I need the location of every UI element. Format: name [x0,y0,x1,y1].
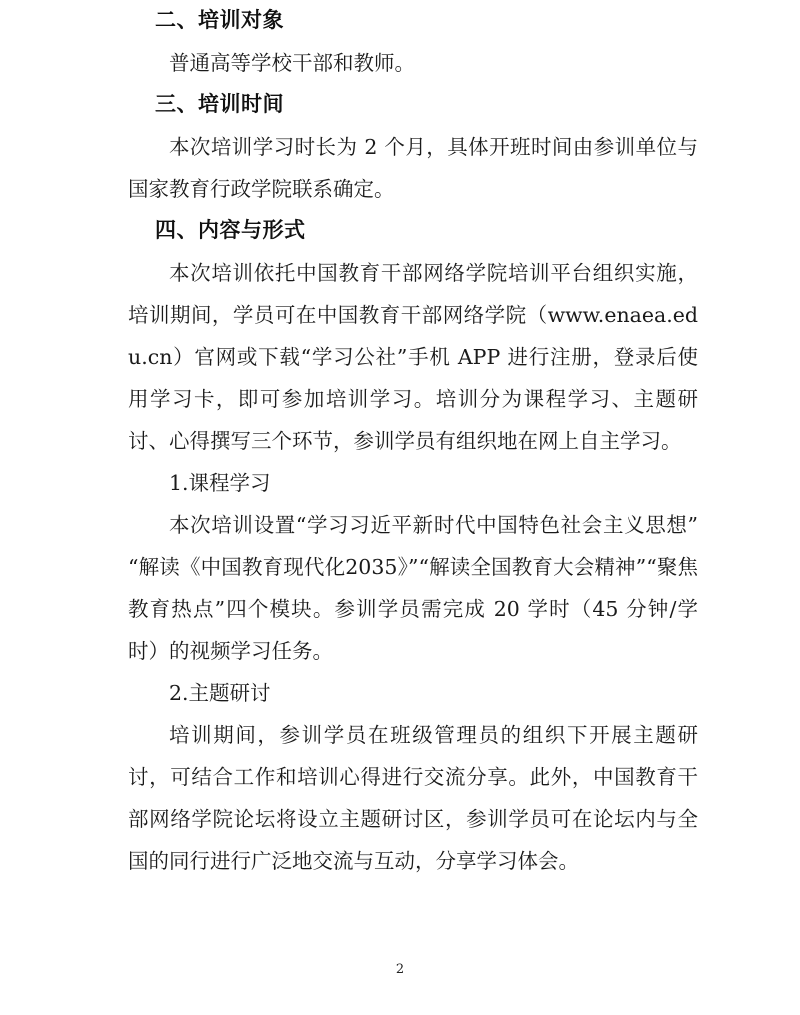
paragraph-course-study: 本次培训设置“学习习近平新时代中国特色社会主义思想”“解读《中国教育现代化2035》”“解读全国教育大会精神”“聚焦教育热点”四个模块。参训学员需完成 20 学时（45 分钟/学时）的视频学习任务。 [128,513,698,663]
section-training-time [128,84,698,210]
paragraph-training-audience: 普通高等学校干部和教师。 [169,51,415,75]
paragraph-training-time: 本次培训学习时长为 2 个月，具体开班时间由参训单位与国家教育行政学院联系确定。 [128,135,698,201]
section-heading-content-and-format: 四、内容与形式 [155,219,306,242]
page-number: 2 [395,962,405,977]
subsection-label-course-study: 1.课程学习 [169,471,271,495]
page-content [128,0,698,882]
section-heading-training-audience: 二、培训对象 [155,9,284,32]
section-heading-training-time: 三、培训时间 [155,93,284,116]
paragraph-content-and-format-intro: 本次培训依托中国教育干部网络学院培训平台组织实施，培训期间，学员可在中国教育干部网络学院（www.enaea.edu.cn）官网或下载“学习公社”手机 APP 进行注册，登录后使用学习卡，即可参加培训学习。培训分为课程学习、主题研讨、心得撰写三个环节，参训学员有组织地在网上自主学习。 [128,261,698,453]
section-training-audience [128,0,698,84]
section-content-and-format [128,210,698,882]
subsection-course-study [128,462,698,672]
subsection-topic-discussion [128,672,698,882]
paragraph-topic-discussion: 培训期间，参训学员在班级管理员的组织下开展主题研讨，可结合工作和培训心得进行交流分享。此外，中国教育干部网络学院论坛将设立主题研讨区，参训学员可在论坛内与全国的同行进行广泛地交流与互动，分享学习体会。 [128,723,698,873]
subsection-label-topic-discussion: 2.主题研讨 [169,681,271,705]
